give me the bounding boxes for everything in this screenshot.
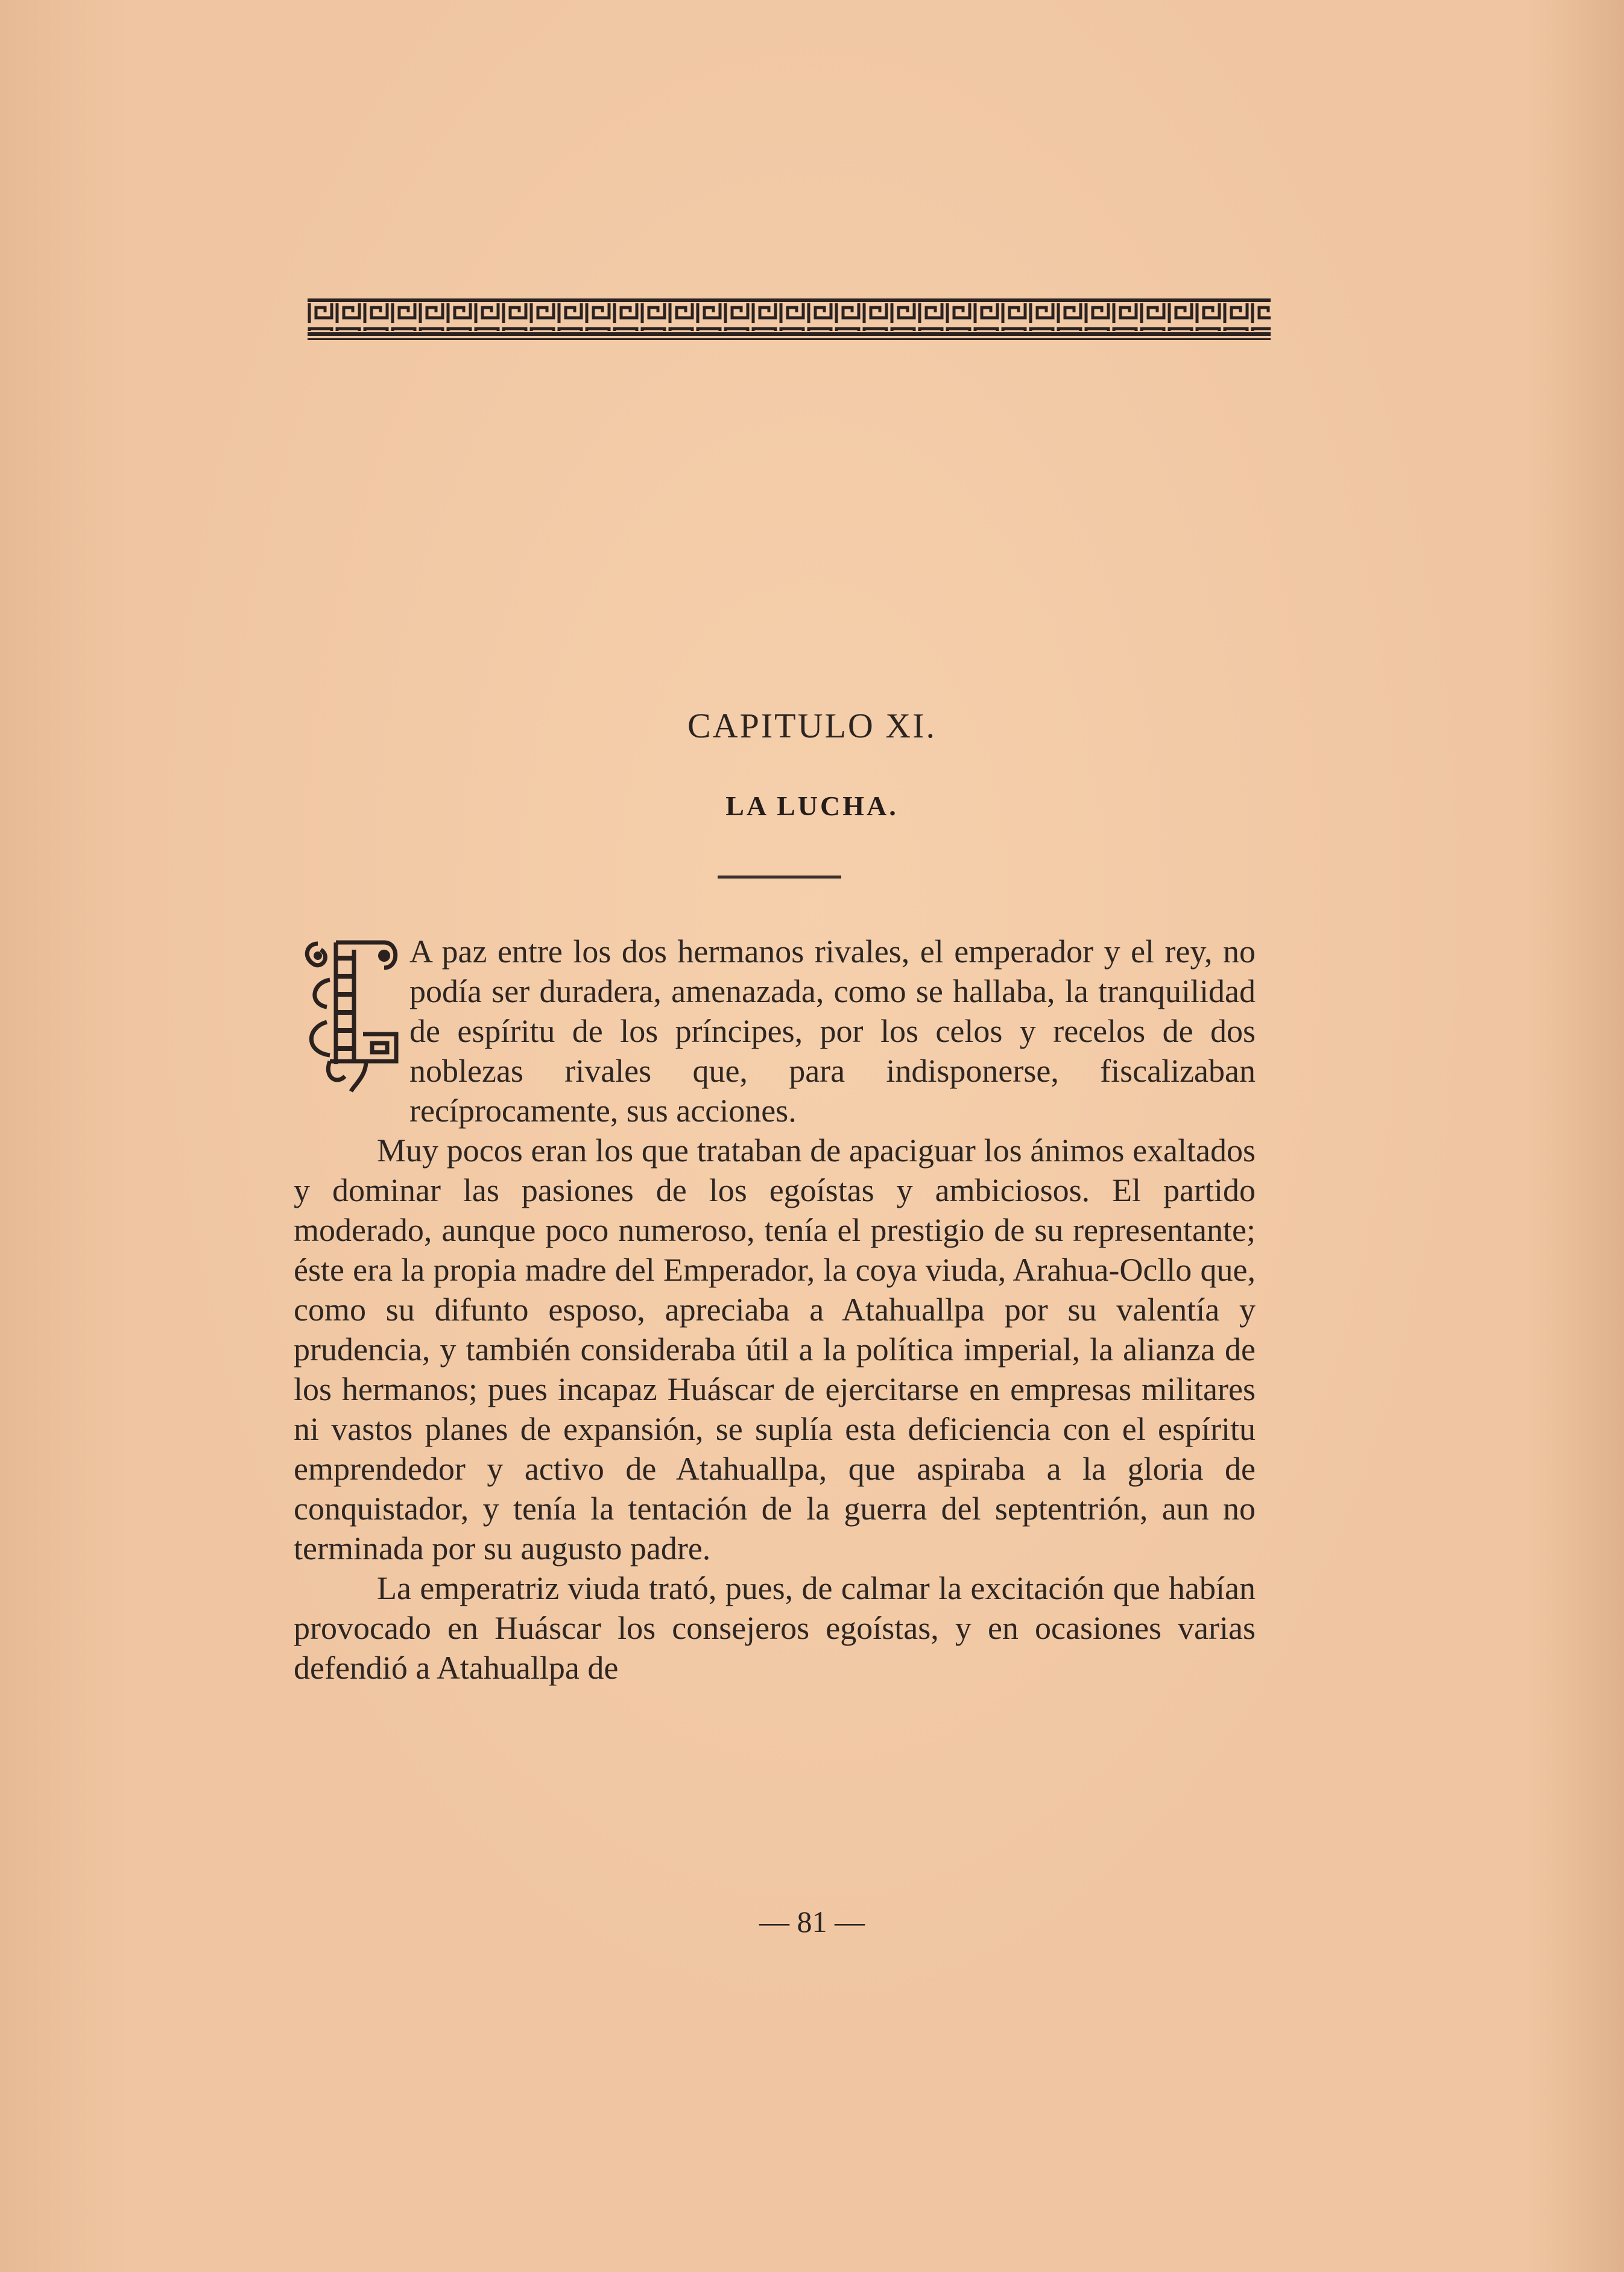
body-text (294, 932, 1256, 1688)
greek-key-border (308, 297, 1271, 346)
title-divider (718, 876, 841, 879)
paragraph-2: Muy pocos eran los que trataban de apaciguar los ánimos exaltados y dominar las pasiones de los egoístas y ambiciosos. El partido moderado, aunque poco numeroso, tenía el prestigio de su representante; éste era la propia madre del Emperador, la coya viuda, Arahua-Ocllo que, como su difunto esposo, apreciaba a Atahuallpa por su valentía y prudencia, y también consideraba útil a la política imperial, la alianza de los hermanos; pues incapaz Huáscar de ejercitarse en empresas militares ni vastos planes de expansión, se suplía esta deficiencia con el espíritu emprendedor y activo de Atahuallpa, que aspiraba a la gloria de conquistador, y tenía la tentación de la guerra del septentrión, aun no terminada por su augusto padre. (294, 1132, 1256, 1567)
chapter-subtitle: LA LUCHA. (725, 790, 899, 821)
paragraph-3: La emperatriz viuda trató, pues, de calmar la excitación que habían provocado en Huáscar los consejeros egoístas, y en ocasiones varias defendió a Atahuallpa de (294, 1570, 1256, 1686)
page-number: — 81 — (759, 1905, 865, 1939)
ornamental-drop-cap-l (294, 932, 402, 1094)
chapter-title: CAPITULO XI. (687, 706, 937, 745)
paragraph-1: A paz entre los dos hermanos rivales, el emperador y el rey, no podía ser duradera, amenazada, como se hallaba, la tranquilidad de espíritu de los príncipes, por los celos y recelos de dos noblezas rivales que, para indisponerse, fiscalizaban recíprocamente, sus acciones. (409, 933, 1256, 1129)
